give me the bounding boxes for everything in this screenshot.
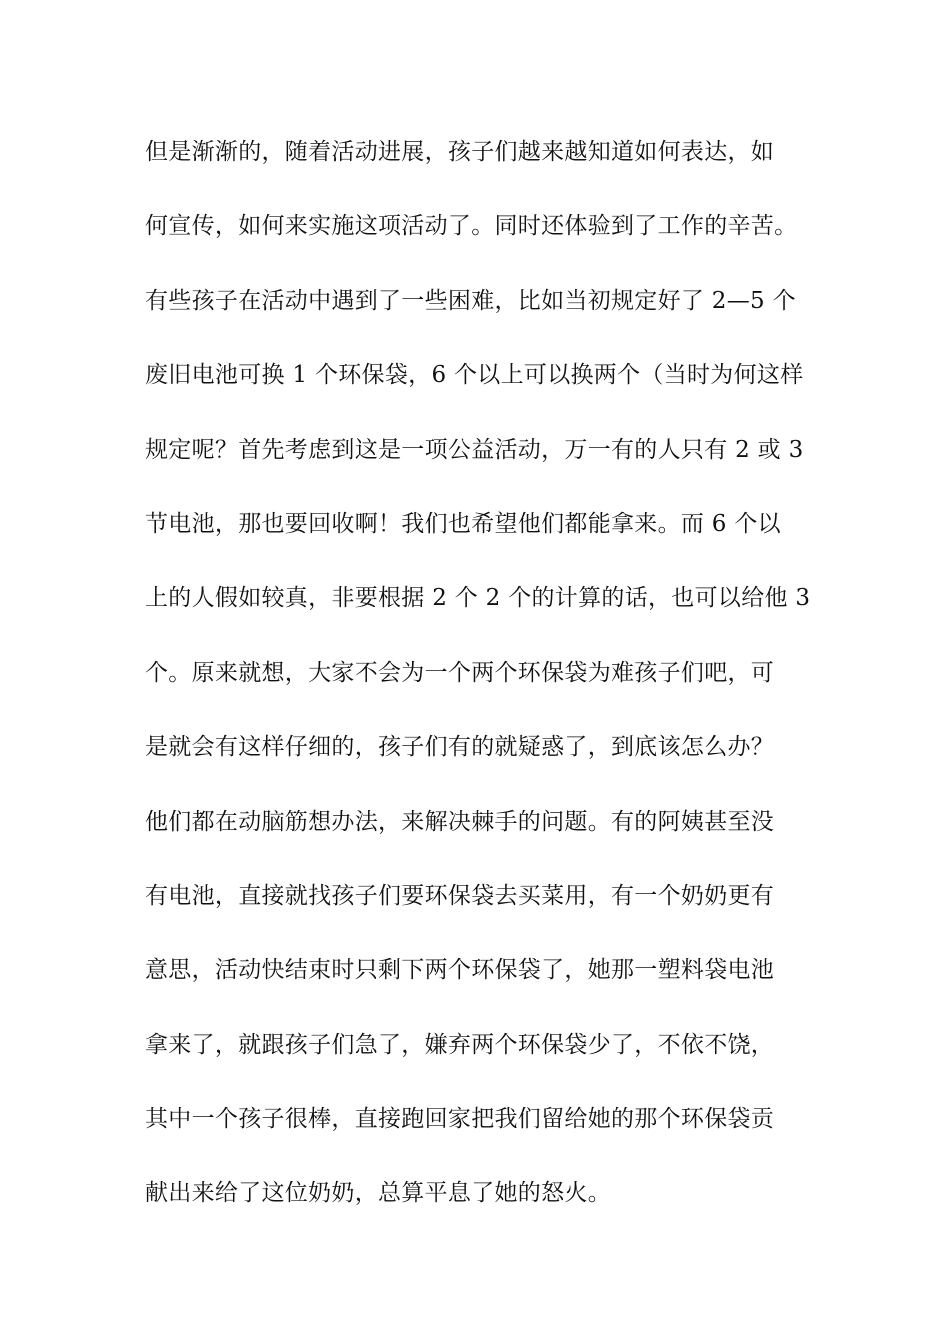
text-line: 废旧电池可换 1 个环保袋，6 个以上可以换两个（当时为何这样 — [145, 362, 804, 389]
text-line: 意思，活动快结束时只剩下两个环保袋了，她那一塑料袋电池 — [145, 957, 775, 984]
text-line: 有些孩子在活动中遇到了一些困难，比如当初规定好了 2—5 个 — [145, 287, 796, 314]
text-line: 规定呢？首先考虑到这是一项公益活动，万一有的人只有 2 或 3 — [145, 436, 804, 463]
text-line: 他们都在动脑筋想办法，来解决棘手的问题。有的阿姨甚至没 — [145, 808, 775, 835]
text-line: 个。原来就想，大家不会为一个两个环保袋为难孩子们吧，可 — [145, 659, 775, 686]
text-line: 但是渐渐的，随着活动进展，孩子们越来越知道如何表达，如 — [145, 139, 775, 165]
text-line: 节电池，那也要回收啊！我们也希望他们都能拿来。而 6 个以 — [145, 510, 781, 537]
text-line: 其中一个孩子很棒，直接跑回家把我们留给她的那个环保袋贡 — [145, 1106, 775, 1133]
text-line: 有电池，直接就找孩子们要环保袋去买菜用，有一个奶奶更有 — [145, 882, 775, 909]
text-line: 上的人假如较真，非要根据 2 个 2 个的计算的话，也可以给他 3 — [145, 585, 811, 612]
body-paragraph — [145, 126, 825, 1242]
text-line: 何宣传，如何来实施这项活动了。同时还体验到了工作的辛苦。 — [145, 213, 798, 240]
text-line: 拿来了，就跟孩子们急了，嫌弃两个环保袋少了，不依不饶， — [145, 1031, 775, 1058]
text-line: 是就会有这样仔细的，孩子们有的就疑惑了，到底该怎么办？ — [145, 734, 775, 761]
text-line: 献出来给了这位奶奶，总算平息了她的怒火。 — [145, 1180, 611, 1207]
